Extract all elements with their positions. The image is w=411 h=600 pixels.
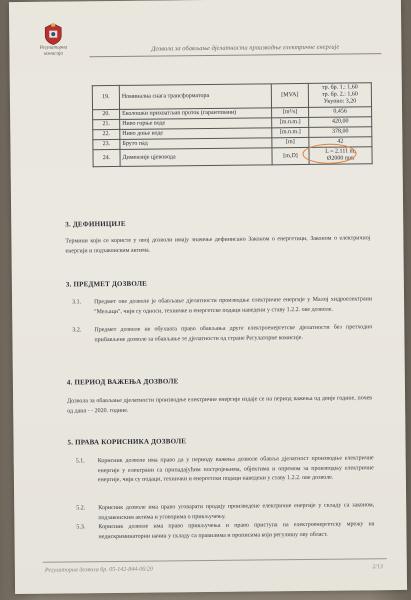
item-text: Предмет дозволе не обухвата право обављања друге електроенергетске дјелатности без претходно прибављене дозволе за обављање те дјелатности од стране Регулаторне комисије. <box>94 324 373 343</box>
row-number: 24. <box>93 149 120 166</box>
item-number: 5.2. <box>76 505 86 512</box>
section-text-period: Дозвола за обављање дјелатности производње електричне енергије издаје се на период важења од двије године, почев од дана - - 2020. године. <box>67 395 373 414</box>
row-number: 20. <box>93 109 120 119</box>
regulator-logo <box>23 21 83 58</box>
header-divider <box>89 53 381 57</box>
item-text: Корисник дозволе има право прикључења и право приступа на електроенергетску мрежу на недискриминаторни начин у складу са правилима и прописима који регулишу ову област. <box>98 521 375 540</box>
subject-item-3-2 <box>72 323 373 345</box>
table-row <box>92 83 371 110</box>
rights-item-5-1 <box>75 454 374 485</box>
row-parameter-name: Номинална снага трансформатора <box>119 84 271 110</box>
section-title-rights: 5. ПРАВА КОРИСНИКА ДОЗВОЛЕ <box>67 437 187 447</box>
subject-item-3-1 <box>72 295 373 317</box>
footer-divider <box>43 558 387 563</box>
page-number: 2/13 <box>372 564 383 571</box>
org-name-line-1: Регулаторна <box>39 45 68 51</box>
row-unit: [MVA] <box>271 83 308 107</box>
section-title-period: 4. ПЕРИОД ВАЖЕЊА ДОЗВОЛЕ <box>66 377 179 387</box>
row-unit: [m] <box>272 137 309 147</box>
row-unit: [m,D] <box>272 147 309 164</box>
row-parameter-name: Бруто пад <box>120 138 272 150</box>
row-value: тр. бр. 1.: 1,60 тр. бр. 2.: 1,60 Укупно: 3,20 <box>308 83 371 108</box>
row-number: 21. <box>93 119 120 129</box>
row-parameter-name: Димензије цјевовода <box>120 148 272 167</box>
row-parameter-name: Еколошки прихватљив проток (гарантовани) <box>120 108 272 120</box>
row-parameter-name: Ниво горње воде <box>120 118 272 130</box>
item-number: 3.2. <box>72 327 82 334</box>
row-parameter-name: Ниво доње воде <box>120 128 272 140</box>
document-page <box>9 0 407 594</box>
item-number: 5.3. <box>76 524 86 531</box>
item-text: Корисник дозволе има право уговарати продају произведене електричне енергије у складу са законом, подзаконским актима и уговорима о прикључењу. <box>98 502 375 521</box>
item-text: Предмет ове дозволе је обављање дјелатности производње електричне енергије у Малој хидроелектрани "Мељаци", чији су односи, техничке и енергетске подаци наведени у ставу 1.2.2. ове дозволе. <box>94 296 373 315</box>
rights-item-5-3 <box>76 520 375 542</box>
row-value: 378,00 <box>309 127 372 138</box>
item-number: 5.1. <box>75 458 85 465</box>
row-number: 19. <box>92 85 119 109</box>
row-value: 42 <box>309 137 372 148</box>
item-text: Корисник дозволе има право да у периоду важења дозволе обавља дјелатност производње електричне енергије у електрани са припадајућим постројењима, објектима и опремом за производњу електричне енергије, чији су подаци, технички и енергетски подаци наведени у ставу 1.2.2. ове дозволе. <box>97 455 374 484</box>
header-title: Дозвола за обављање дјелатности производње електричне енергије <box>151 43 340 53</box>
footer-reference: Регулаторна дозвола бр. 05-142-844-06/20 <box>44 566 153 574</box>
row-unit: [m.n.m.] <box>272 117 309 127</box>
coat-of-arms-icon <box>42 21 64 45</box>
item-number: 3.1. <box>72 299 82 306</box>
row-value: 420,00 <box>309 117 372 128</box>
row-value: 0,456 <box>309 107 372 118</box>
section-title-subject: 3. ПРЕДМЕТ ДОЗВОЛЕ <box>65 279 148 289</box>
row-value: L = 2.111 m, Ø2000 mm <box>309 147 372 165</box>
org-name-line-2: комисија <box>44 51 63 57</box>
row-number: 23. <box>93 139 120 149</box>
section-title-definitions: 3. ДЕФИНИЦИЈЕ <box>65 219 126 229</box>
row-number: 22. <box>93 129 120 139</box>
row-unit: [m.n.m.] <box>272 127 309 137</box>
row-unit: [m³/s] <box>272 107 309 117</box>
section-text-definitions: Термини који се користе у овој дозволи имају значење дефинисано Законом о енергетици, Законом о електричној енергији и подзаконским актима. <box>65 235 371 254</box>
